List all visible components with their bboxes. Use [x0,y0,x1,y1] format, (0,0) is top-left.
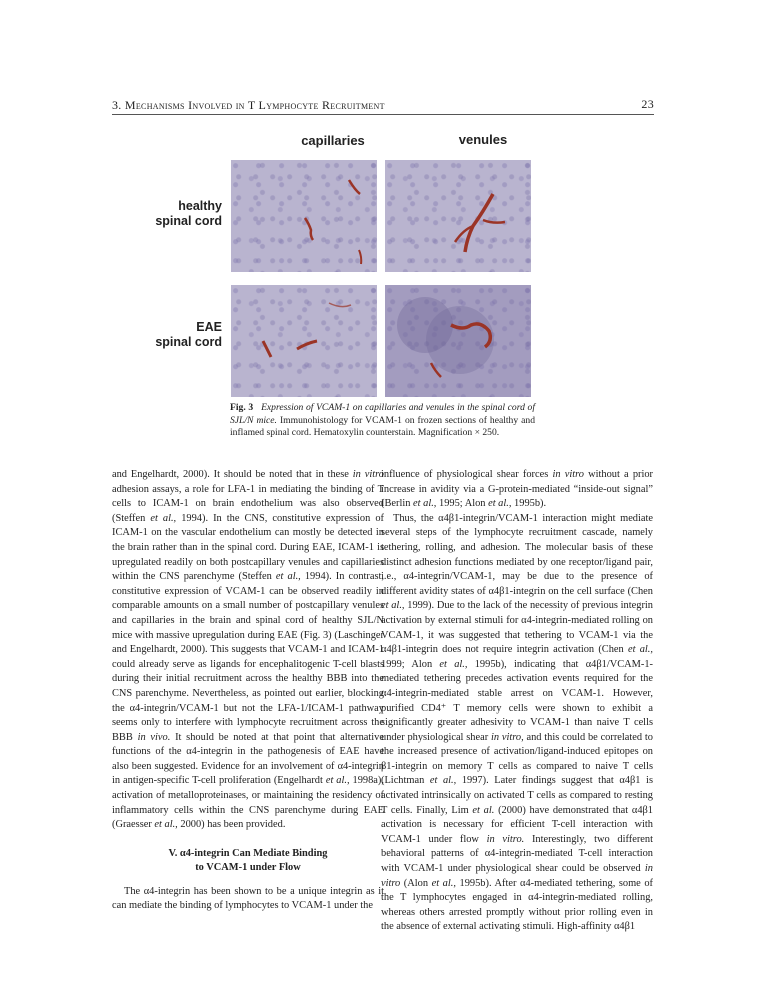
text-run: It should be noted at that point that alternative functions of the α4-integrin in the pathogenesis of EAE have also been suggested. Evidence for an involvement of α4-integrin in antigen-specific T-cell proliferation (Engelhardt [112,731,384,787]
text-run-italic: et al. [472,804,495,816]
caption-label: Fig. 3 [230,402,254,413]
text-run-italic: et al., [413,498,437,510]
text-run: 2000) has been provided. [177,819,286,831]
text-run-italic: in vitro, [490,731,524,743]
left-column [112,468,384,914]
text-run: 1995b). [511,498,547,510]
caption-text: Immunohistology for VCAM-1 on frozen sections of healthy and inflamed spinal cord. Hematoxylin counterstain. Magnification × 250. [230,414,535,438]
text-run: 1999; Alon [381,658,440,670]
text-run-italic: et al., [381,600,405,612]
stain-healthy-capillaries [231,160,377,272]
micrograph-eae-venules [385,285,531,397]
text-run-italic: et al., [627,644,653,656]
micrograph-healthy-venules [385,160,531,272]
text-run-italic: in vitro [352,469,384,480]
right-paragraph-2 [381,512,653,935]
section-heading [112,847,384,875]
text-run: (Alon [400,877,432,889]
text-run-italic: et al., [150,512,177,524]
stain-eae-capillaries [231,285,377,397]
figure-caption [230,402,535,440]
row-label-eae-line1: EAE [196,320,222,334]
text-run: 1997). Later findings suggest that α4β1 is activated intrinsically on activated T cells as compared to resting T cells. Finally, Lim [381,775,653,816]
text-run: and this could be correlated to the increased presence of activation/ligand-induced epitopes on β1-integrin on memory T cells as compared to naive T cells (Lichtman [381,731,653,787]
text-run-italic: et al., [431,877,456,889]
header-rule [112,114,654,115]
micrograph-healthy-capillaries [231,160,377,272]
text-run: 1998a), activation of metalloproteinases, or maintaining the residency of inflammatory cells within the CNS parenchyme during EAE (Graesser [112,775,384,831]
text-run: 1994). In the CNS, constitutive expression of ICAM-1 on the vascular endothelium can mostly be detected in the brain rather than in the spinal cord. During EAE, ICAM-1 is upregulated readily on both postcapillary venules and capillaries within the CNS parenchyme (Steffen [112,512,385,583]
text-run: and Engelhardt, 2000). It should be noted that in these [112,469,353,480]
stain-eae-venules [385,285,531,397]
stain-healthy-venules [385,160,531,272]
text-run-italic: et al., [154,819,178,831]
right-paragraph-1 [381,468,653,512]
text-run-italic: in vivo. [137,731,171,743]
text-run: (2000) have demonstrated that α4β1 activation is necessary for efficient T-cell interaction with VCAM-1 under flow [381,804,654,845]
row-label-healthy-line1: healthy [178,199,222,213]
text-run-italic: in vitro. [486,833,525,845]
text-run-italic: et al., [275,571,301,583]
row-label-healthy-line2: spinal cord [155,214,222,228]
row-label-eae [150,320,222,350]
text-run: 1999). Due to the lack of the necessity of previous integrin activation by external stimuli for α4-integrin-mediated rolling on VCAM-1, it was suggested that tethering to VCAM-1 via the α4β1-integrin does not require integrin activation (Chen [381,600,653,656]
page-number: 23 [641,97,654,111]
text-run: Thus, the α4β1-integrin/VCAM-1 interaction might mediate several steps of the lymphocyte recruitment cascade, namely tethering, rolling, and adhesion. The molecular basis of these distinct adhesion functions mediated by one receptor/ligand pair, i.e., α4-integrin/VCAM-1, may be due to the presence of different avidity states of α4β1-integrin on the cell surface (Chen [381,512,653,597]
section-heading-line1: V. α4-integrin Can Mediate Binding [168,847,328,859]
text-run: without a prior increase in avidity via a G-protein-mediated “inside-out signal” (Berlin [381,469,654,510]
running-header [112,96,654,114]
text-run: adhesion assays, a role for LFA-1 in mediating the binding of T cells to ICAM-1 on brain endothelium was also observed (Steffen [112,483,384,524]
row-label-healthy [150,199,222,229]
text-run-italic: et al., [429,775,457,787]
figure-3 [150,125,550,415]
right-column [381,468,653,935]
text-run-italic: et al., [325,775,350,787]
left-paragraph-1 [112,468,384,833]
row-label-eae-line2: spinal cord [155,335,222,349]
running-header-title: 3. Mechanisms Involved in T Lymphocyte Recruitment [112,98,385,112]
column-label-venules: venules [458,132,508,147]
text-run-italic: et al., [439,658,468,670]
left-paragraph-2: The α4-integrin has been shown to be a unique integrin as it can mediate the binding of lymphocytes to VCAM-1 under the [112,885,384,912]
text-run-italic: et al., [488,498,512,510]
text-run: 1995b). After α4-mediated tethering, some of the T lymphocytes engaged in α4-integrin-mediated rolling, whereas others arrested promptly without prior rolling even in the absence of external activating stimuli. High-affinity α4β1 [381,877,654,933]
text-run: 1995; Alon [436,498,489,510]
text-run-italic: in vitro [381,863,653,889]
text-run: Interestingly, two different behavioral patterns of α4-integrin-mediated T-cell interaction with VCAM-1 under physiological shear could be observed [381,833,653,875]
text-run: 1994). In contrast, constitutive expression of VCAM-1 can be observed readily in comparable amounts on a small number of postcapillary venules and capillaries in the brain and spinal cord of healthy SJL/N mice with massive upregulation during EAE (Fig. 3) (Laschinger and Engelhardt, 2000). This suggests that VCAM-1 and ICAM-1 could already serve as ligands for encephalitogenic T-cell blasts during their initial recruitment across the healthy BBB into the CNS parenchyme. Nevertheless, as pointed out earlier, blocking the α4-integrin/VCAM-1 but not the LFA-1/ICAM-1 pathway seems only to interfere with lymphocyte recruitment across the BBB [112,571,385,743]
text-run: 1995b), indicating that α4β1/VCAM-1-mediated tethering precedes activation events required for the α4-integrin-mediated stable arrest on VCAM-1. However, purified CD4⁺ T memory cells were shown to exhibit a significantly greater adhesivity to VCAM-1 than naive T cells under physiological shear [381,658,654,743]
micrograph-eae-capillaries [231,285,377,397]
text-run-italic: in vitro [552,469,584,480]
caption-title: Expression of VCAM-1 on capillaries and venules in the spinal cord of SJL/N mice. [230,402,535,426]
text-run: influence of physiological shear forces [381,469,553,480]
section-heading-line2: to VCAM-1 under Flow [195,861,301,873]
column-label-capillaries: capillaries [301,133,365,148]
